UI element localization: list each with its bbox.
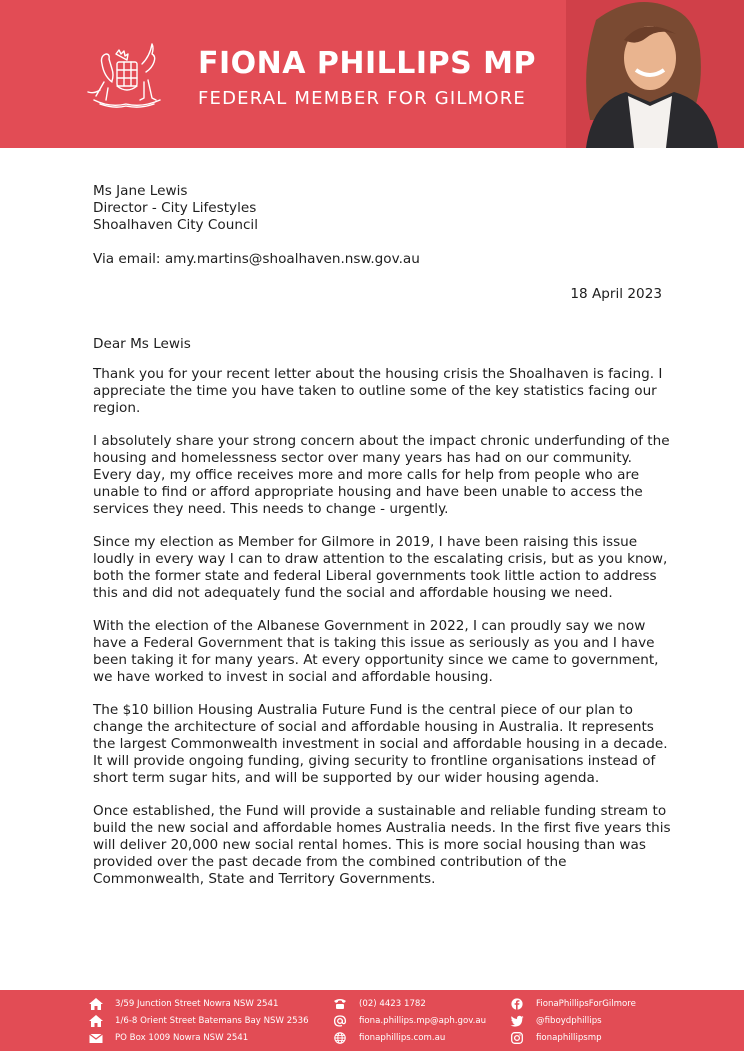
footer-item bbox=[89, 995, 309, 1012]
footer-addresses bbox=[89, 995, 309, 1046]
footer-twitter-link[interactable]: @fiboydphillips bbox=[536, 1015, 602, 1026]
recipient-name: Ms Jane Lewis bbox=[93, 183, 188, 199]
footer-item bbox=[333, 995, 486, 1012]
salutation: Dear Ms Lewis bbox=[93, 336, 191, 352]
at-icon bbox=[333, 1015, 347, 1027]
recipient-address bbox=[93, 183, 673, 234]
home-icon bbox=[89, 998, 103, 1010]
footer-item bbox=[89, 1012, 309, 1029]
member-name: FIONA PHILLIPS MP bbox=[198, 46, 536, 81]
phone-icon bbox=[333, 998, 347, 1010]
footer-text: 1/6-8 Orient Street Batemans Bay NSW 2536 bbox=[115, 1015, 309, 1026]
letter-body bbox=[93, 366, 673, 904]
recipient-organisation: Shoalhaven City Council bbox=[93, 217, 258, 233]
footer-email-link[interactable]: fiona.phillips.mp@aph.gov.au bbox=[359, 1015, 487, 1026]
footer-facebook-link[interactable]: FionaPhillipsForGilmore bbox=[536, 998, 636, 1009]
paragraph: Thank you for your recent letter about the housing crisis the Shoalhaven is facing. I appreciate the time you have taken to outline some of the key statistics facing our region. bbox=[93, 366, 663, 416]
footer-item[interactable] bbox=[333, 1029, 486, 1046]
instagram-icon bbox=[510, 1032, 524, 1044]
footer-item[interactable] bbox=[333, 1012, 486, 1029]
paragraph: I absolutely share your strong concern about the impact chronic underfunding of the housing and homelessness sector over many years has had on our community. Every day, my office receives more and more calls for help from people who are unable to find or afford appropriate housing and have been unable to access the services they need. This needs to change - urgently. bbox=[93, 433, 670, 517]
footer-text: (02) 4423 1782 bbox=[359, 998, 426, 1009]
member-portrait-photo bbox=[566, 0, 744, 148]
paragraph: Since my election as Member for Gilmore in 2019, I have been raising this issue loudly in every way I can to draw attention to the escalating crisis, but as you know, both the former state and federal Liberal governments took little action to address this and did not adequately fund the social and affordable housing we need. bbox=[93, 534, 668, 601]
facebook-icon bbox=[510, 998, 524, 1010]
footer-item[interactable] bbox=[510, 1029, 636, 1046]
paragraph: The $10 billion Housing Australia Future Fund is the central piece of our plan to change the architecture of social and affordable housing in Australia. It represents the largest Commonwealth investment in social and affordable housing in a decade. It will provide ongoing funding, giving security to frontline organisations instead of short term sugar hits, and will be supported by our wider housing agenda. bbox=[93, 702, 668, 786]
contact-footer bbox=[0, 990, 744, 1051]
letter-date: 18 April 2023 bbox=[570, 286, 662, 302]
mail-icon bbox=[89, 1032, 103, 1044]
footer-text: 3/59 Junction Street Nowra NSW 2541 bbox=[115, 998, 279, 1009]
letterhead-banner bbox=[0, 0, 744, 148]
footer-item bbox=[89, 1029, 309, 1046]
twitter-icon bbox=[510, 1015, 524, 1027]
footer-text: PO Box 1009 Nowra NSW 2541 bbox=[115, 1032, 249, 1043]
paragraph: With the election of the Albanese Government in 2022, I can proudly say we now have a Federal Government that is taking this issue as seriously as you and I have been taking it for many years. At every opportunity since we came to government, we have worked to invest in social and affordable housing. bbox=[93, 618, 659, 685]
home-icon bbox=[89, 1015, 103, 1027]
member-role: FEDERAL MEMBER FOR GILMORE bbox=[198, 88, 526, 109]
via-email-line: Via email: amy.martins@shoalhaven.nsw.gov.au bbox=[93, 251, 420, 267]
paragraph: Once established, the Fund will provide a sustainable and reliable funding stream to build the new social and affordable homes Australia needs. In the first five years this will deliver 20,000 new social rental homes. This is more social housing than was provided over the past decade from the combined contribution of the Commonwealth, State and Territory Governments. bbox=[93, 803, 671, 887]
footer-item[interactable] bbox=[510, 995, 636, 1012]
footer-website-link[interactable]: fionaphillips.com.au bbox=[359, 1032, 446, 1043]
coat-of-arms-logo bbox=[86, 42, 168, 112]
footer-item[interactable] bbox=[510, 1012, 636, 1029]
footer-contact bbox=[333, 995, 486, 1046]
footer-social bbox=[510, 995, 636, 1046]
footer-instagram-link[interactable]: fionaphillipsmp bbox=[536, 1032, 602, 1043]
globe-icon bbox=[333, 1032, 347, 1044]
recipient-title: Director - City Lifestyles bbox=[93, 200, 257, 216]
